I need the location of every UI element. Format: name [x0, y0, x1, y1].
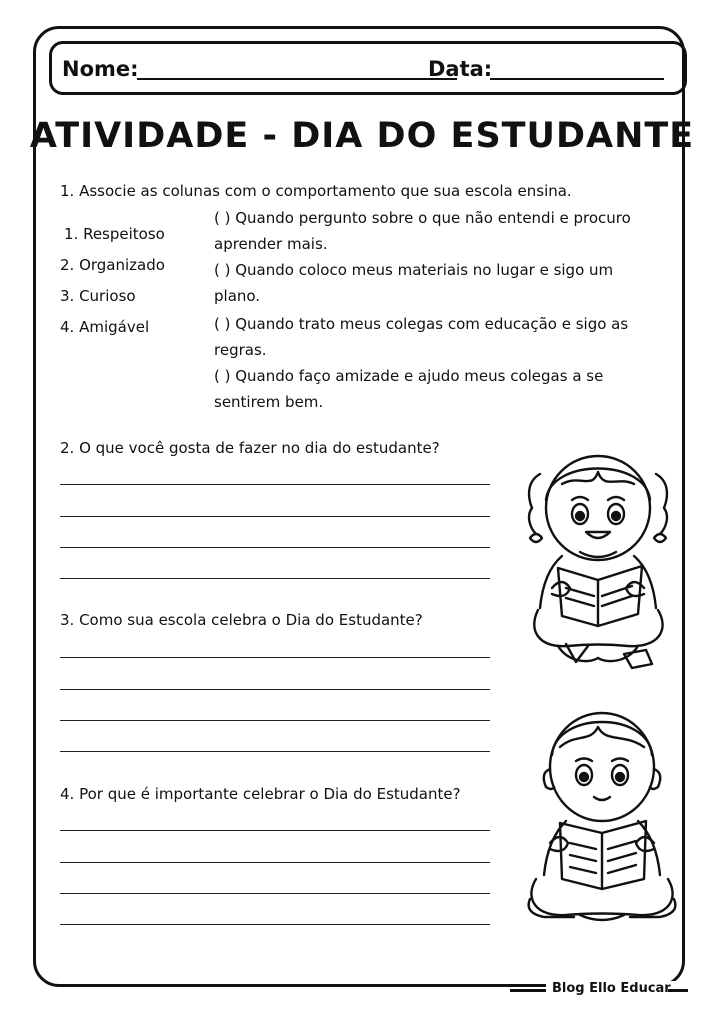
answer-line[interactable]: [60, 862, 490, 863]
option-organizado: 2. Organizado: [60, 256, 165, 274]
statement-2[interactable]: ( ) Quando coloco meus materiais no lugar e sigo um plano.: [214, 261, 614, 305]
page-title: ATIVIDADE - DIA DO ESTUDANTE: [29, 116, 695, 156]
answer-line[interactable]: [60, 484, 490, 485]
answer-line[interactable]: [60, 657, 490, 658]
header-box: [49, 41, 687, 95]
statement-3[interactable]: ( ) Quando trato meus colegas com educação e sigo as regras.: [214, 315, 629, 359]
answer-line[interactable]: [60, 924, 490, 925]
statement-4[interactable]: ( ) Quando faço amizade e ajudo meus colegas a se sentirem bem.: [214, 367, 604, 411]
name-label: Nome:: [62, 57, 139, 81]
answer-line[interactable]: [60, 516, 490, 517]
answer-line[interactable]: [60, 830, 490, 831]
option-amigavel: 4. Amigável: [60, 318, 150, 336]
question-3-prompt: 3. Como sua escola celebra o Dia do Estudante?: [60, 611, 423, 629]
answer-line[interactable]: [60, 578, 490, 579]
question-1-prompt: 1. Associe as colunas com o comportamento que sua escola ensina.: [60, 182, 572, 200]
boy-reading-illustration: [520, 703, 685, 933]
footer-rule-left: [510, 989, 546, 992]
footer-rule-right: [668, 989, 688, 992]
option-curioso: 3. Curioso: [60, 287, 136, 305]
date-field-line[interactable]: [490, 78, 664, 80]
name-field-line[interactable]: [137, 78, 457, 80]
answer-line[interactable]: [60, 689, 490, 690]
date-label: Data:: [428, 57, 493, 81]
answer-line[interactable]: [60, 893, 490, 894]
answer-line[interactable]: [60, 547, 490, 548]
footer-credit: Blog Ello Educar: [546, 981, 677, 996]
answer-line[interactable]: [60, 751, 490, 752]
question-2-prompt: 2. O que você gosta de fazer no dia do estudante?: [60, 439, 440, 457]
statement-1[interactable]: ( ) Quando pergunto sobre o que não entendi e procuro aprender mais.: [214, 209, 631, 253]
girl-reading-illustration: [518, 438, 678, 678]
question-4-prompt: 4. Por que é importante celebrar o Dia do Estudante?: [60, 785, 461, 803]
answer-line[interactable]: [60, 720, 490, 721]
option-respeitoso: 1. Respeitoso: [64, 225, 165, 243]
